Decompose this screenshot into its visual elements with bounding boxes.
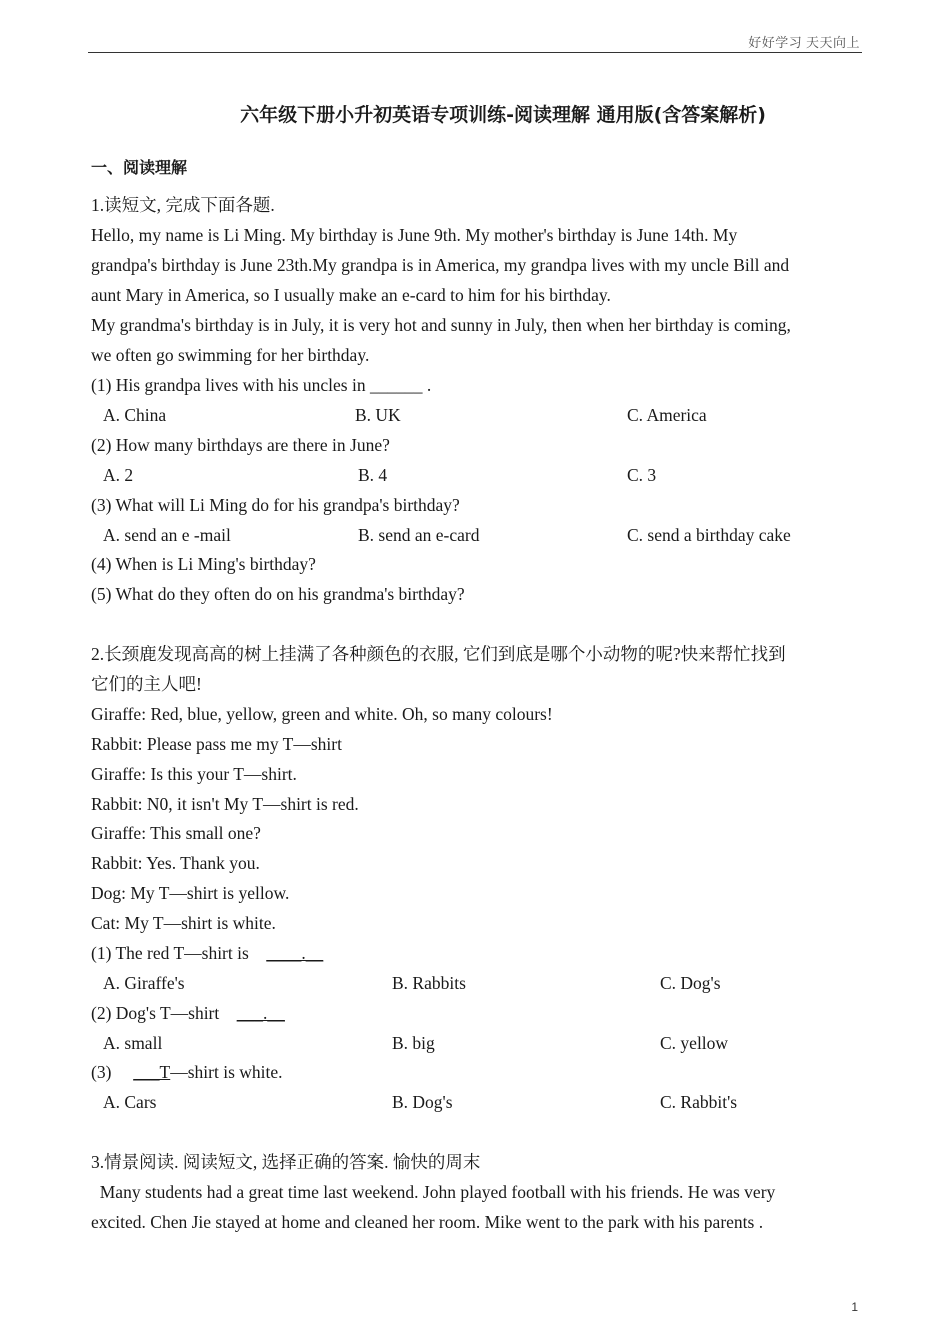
q2-dialogue-line: Rabbit: Yes. Thank you. xyxy=(91,853,260,873)
q2-dialogue-line: Rabbit: N0, it isn't My T—shirt is red. xyxy=(91,794,359,814)
q1-1-option-b: B. UK xyxy=(355,405,401,425)
q2-1-option-a: A. Giraffe's xyxy=(103,973,185,993)
q3-passage-line: excited. Chen Jie stayed at home and cleaned her room. Mike went to the park with his parents . xyxy=(91,1212,764,1232)
q2-2-stem-text: (2) Dog's T—shirt xyxy=(91,1003,224,1023)
header-divider xyxy=(88,52,862,53)
q2-2-option-b: B. big xyxy=(392,1033,435,1053)
q2-3-stem-suffix: —shirt is white. xyxy=(170,1062,283,1082)
q2-prompt-line: 2.长颈鹿发现高高的树上挂满了各种颜色的衣服, 它们到底是哪个小动物的呢?快来帮忙找到 xyxy=(91,644,786,664)
q2-dialogue-line: Dog: My T—shirt is yellow. xyxy=(91,883,290,903)
q1-prompt: 1.读短文, 完成下面各题. xyxy=(91,195,275,215)
q2-3-stem xyxy=(91,1062,283,1082)
q2-3-stem-text: (3) xyxy=(91,1062,125,1082)
q2-dialogue-line: Giraffe: Red, blue, yellow, green and white. Oh, so many colours! xyxy=(91,704,553,724)
q2-3-option-b: B. Dog's xyxy=(392,1092,453,1112)
q3-prompt: 3.情景阅读. 阅读短文, 选择正确的答案. 愉快的周末 xyxy=(91,1152,481,1172)
q1-4-stem: (4) When is Li Ming's birthday? xyxy=(91,554,316,574)
q1-passage-line: grandpa's birthday is June 23th.My grandpa is in America, my grandpa lives with my uncle Bill and xyxy=(91,255,790,275)
q3-passage-line: Many students had a great time last weekend. John played football with his friends. He was very xyxy=(91,1182,776,1202)
q2-2-option-a: A. small xyxy=(103,1033,163,1053)
q2-2-stem xyxy=(91,1003,285,1023)
q1-2-option-c: C. 3 xyxy=(627,465,657,485)
q2-3-blank: ___T xyxy=(133,1062,171,1082)
q1-3-stem: (3) What will Li Ming do for his grandpa's birthday? xyxy=(91,495,460,515)
q1-2-option-b: B. 4 xyxy=(358,465,388,485)
q2-1-blank: ____.__ xyxy=(266,943,324,963)
q1-5-stem: (5) What do they often do on his grandma's birthday? xyxy=(91,584,465,604)
q1-passage-line: My grandma's birthday is in July, it is very hot and sunny in July, then when her birthday is coming, xyxy=(91,315,791,335)
header-motto: 好好学习 天天向上 xyxy=(748,35,860,50)
q1-1-option-c: C. America xyxy=(627,405,707,425)
page-number: 1 xyxy=(851,1300,858,1314)
q2-dialogue-line: Cat: My T—shirt is white. xyxy=(91,913,276,933)
q2-1-stem-text: (1) The red T—shirt is xyxy=(91,943,254,963)
q2-dialogue-line: Giraffe: This small one? xyxy=(91,823,261,843)
q1-passage-line: aunt Mary in America, so I usually make an e-card to him for his birthday. xyxy=(91,285,611,305)
q1-1-stem: (1) His grandpa lives with his uncles in ______ . xyxy=(91,375,432,395)
q1-1-option-a: A. China xyxy=(103,405,167,425)
q2-1-option-b: B. Rabbits xyxy=(392,973,466,993)
q2-2-blank: ___.__ xyxy=(236,1003,285,1023)
q2-prompt-line: 它们的主人吧! xyxy=(91,674,202,694)
q1-passage-line: we often go swimming for her birthday. xyxy=(91,345,370,365)
q2-dialogue-line: Giraffe: Is this your T—shirt. xyxy=(91,764,297,784)
q2-3-option-c: C. Rabbit's xyxy=(660,1092,738,1112)
q1-3-option-c: C. send a birthday cake xyxy=(627,525,791,545)
q1-3-option-a: A. send an e -mail xyxy=(103,525,231,545)
q2-2-option-c: C. yellow xyxy=(660,1033,729,1053)
page-title: 六年级下册小升初英语专项训练-阅读理解 通用版(含答案解析) xyxy=(240,104,766,126)
q1-3-option-b: B. send an e-card xyxy=(358,525,480,545)
q1-2-option-a: A. 2 xyxy=(103,465,134,485)
q1-passage-line: Hello, my name is Li Ming. My birthday is June 9th. My mother's birthday is June 14th. My xyxy=(91,225,738,245)
q2-1-stem xyxy=(91,943,323,963)
q2-3-option-a: A. Cars xyxy=(103,1092,157,1112)
section-heading: 一、阅读理解 xyxy=(91,158,188,177)
q1-2-stem: (2) How many birthdays are there in June? xyxy=(91,435,390,455)
q2-dialogue-line: Rabbit: Please pass me my T—shirt xyxy=(91,734,342,754)
q2-1-option-c: C. Dog's xyxy=(660,973,721,993)
